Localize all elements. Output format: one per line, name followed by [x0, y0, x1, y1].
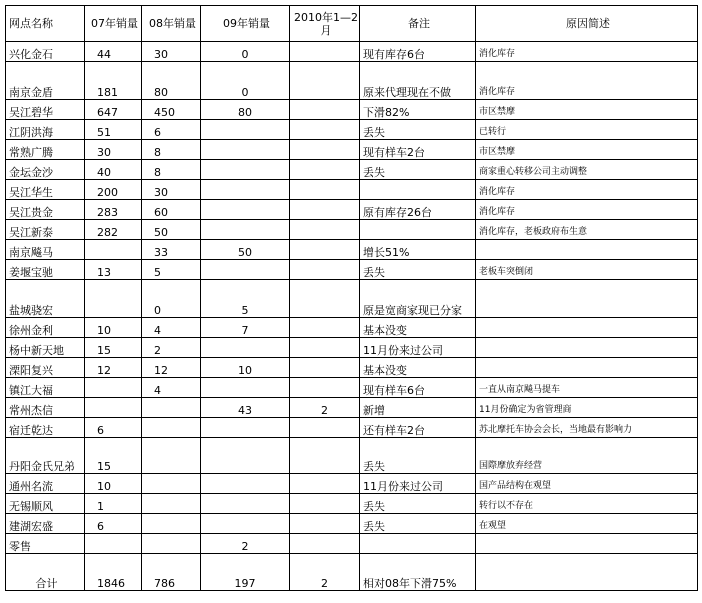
sales-2010 — [290, 514, 360, 534]
sales-2007 — [85, 240, 142, 260]
sales-2007 — [85, 378, 142, 398]
total-2010: 2 — [290, 554, 360, 591]
sales-2009 — [201, 494, 290, 514]
note: 增长51% — [360, 240, 476, 260]
row-name: 吴江华生 — [6, 180, 85, 200]
row-name: 兴化金石 — [6, 42, 85, 62]
sales-2010: 2 — [290, 398, 360, 418]
reason: 转行以不存在 — [476, 494, 698, 514]
table-row — [6, 180, 698, 200]
sales-2008: 450 — [142, 100, 201, 120]
sales-2008: 4 — [142, 378, 201, 398]
sales-2010 — [290, 494, 360, 514]
sales-2010 — [290, 280, 360, 318]
header-reason: 原因简述 — [476, 6, 698, 42]
sales-2009: 5 — [201, 280, 290, 318]
sales-2010 — [290, 438, 360, 474]
sales-2010 — [290, 474, 360, 494]
reason: 在观望 — [476, 514, 698, 534]
note: 11月份来过公司 — [360, 474, 476, 494]
sales-2009: 7 — [201, 318, 290, 338]
note: 原是宽商家现已分家 — [360, 280, 476, 318]
table-row — [6, 140, 698, 160]
sales-2008 — [142, 534, 201, 554]
reason: 苏北摩托车协会会长，当地最有影响力 — [476, 418, 698, 438]
table-row — [6, 338, 698, 358]
sales-2009: 2 — [201, 534, 290, 554]
table-row — [6, 534, 698, 554]
row-name: 杨中新天地 — [6, 338, 85, 358]
row-name: 吴江碧华 — [6, 100, 85, 120]
reason: 老板车突倒闭 — [476, 260, 698, 280]
sales-2008 — [142, 398, 201, 418]
sales-2010 — [290, 100, 360, 120]
note: 现有库存6台 — [360, 42, 476, 62]
sales-2007: 12 — [85, 358, 142, 378]
note: 丢失 — [360, 494, 476, 514]
header-2007: 07年销量 — [85, 6, 142, 42]
sales-2009 — [201, 514, 290, 534]
total-note: 相对08年下滑75% — [360, 554, 476, 591]
sales-2007: 44 — [85, 42, 142, 62]
note: 丢失 — [360, 120, 476, 140]
note: 丢失 — [360, 160, 476, 180]
note: 原来代理现在不做 — [360, 62, 476, 100]
sales-2009 — [201, 418, 290, 438]
table-row — [6, 240, 698, 260]
sales-2007: 6 — [85, 514, 142, 534]
table-row — [6, 100, 698, 120]
row-name: 吴江贵金 — [6, 200, 85, 220]
sales-2008: 30 — [142, 42, 201, 62]
reason — [476, 338, 698, 358]
sales-2007: 282 — [85, 220, 142, 240]
row-name: 吴江新泰 — [6, 220, 85, 240]
sales-2009 — [201, 474, 290, 494]
reason: 消化库存 — [476, 180, 698, 200]
sales-2007: 15 — [85, 438, 142, 474]
row-name: 丹阳金氏兄弟 — [6, 438, 85, 474]
header-note: 备注 — [360, 6, 476, 42]
sales-2009 — [201, 220, 290, 240]
note: 丢失 — [360, 438, 476, 474]
sales-2010 — [290, 240, 360, 260]
note: 基本没变 — [360, 358, 476, 378]
sales-2007: 1 — [85, 494, 142, 514]
table-row — [6, 120, 698, 140]
sales-2009: 0 — [201, 42, 290, 62]
sales-2009 — [201, 140, 290, 160]
table-row — [6, 514, 698, 534]
table-row — [6, 378, 698, 398]
sales-2008: 60 — [142, 200, 201, 220]
row-name: 姜堰宝驰 — [6, 260, 85, 280]
note: 丢失 — [360, 514, 476, 534]
sales-table — [5, 5, 698, 591]
sales-2009: 80 — [201, 100, 290, 120]
total-row — [6, 554, 698, 591]
reason: 商家重心转移公司主动调整 — [476, 160, 698, 180]
sales-2009 — [201, 120, 290, 140]
reason: 国際摩放弃经营 — [476, 438, 698, 474]
reason — [476, 240, 698, 260]
note: 现有样车6台 — [360, 378, 476, 398]
sales-2008: 80 — [142, 62, 201, 100]
sales-2010 — [290, 358, 360, 378]
total-reason — [476, 554, 698, 591]
sales-2009 — [201, 338, 290, 358]
row-name: 零售 — [6, 534, 85, 554]
sales-2010 — [290, 220, 360, 240]
sales-2007: 13 — [85, 260, 142, 280]
note: 下滑82% — [360, 100, 476, 120]
reason: 消化库存 — [476, 200, 698, 220]
note: 11月份来过公司 — [360, 338, 476, 358]
row-name: 常州杰信 — [6, 398, 85, 418]
sales-2010 — [290, 62, 360, 100]
sales-2008: 4 — [142, 318, 201, 338]
total-2007: 1846 — [85, 554, 142, 591]
table-row — [6, 358, 698, 378]
sales-2008: 30 — [142, 180, 201, 200]
sales-2008 — [142, 418, 201, 438]
reason: 消化库存 — [476, 62, 698, 100]
sales-2009: 10 — [201, 358, 290, 378]
total-2009: 197 — [201, 554, 290, 591]
table-row — [6, 62, 698, 100]
header-2010: 2010年1—2月 — [290, 6, 360, 42]
row-name: 建湖宏盛 — [6, 514, 85, 534]
sales-2010 — [290, 180, 360, 200]
note: 基本没变 — [360, 318, 476, 338]
sales-2008: 50 — [142, 220, 201, 240]
sales-2007: 283 — [85, 200, 142, 220]
note: 丢失 — [360, 260, 476, 280]
sales-2008: 8 — [142, 160, 201, 180]
reason: 已转行 — [476, 120, 698, 140]
reason: 市区禁摩 — [476, 140, 698, 160]
sales-2007: 200 — [85, 180, 142, 200]
sales-2009 — [201, 160, 290, 180]
sales-2007: 10 — [85, 474, 142, 494]
note: 还有样车2台 — [360, 418, 476, 438]
header-name: 网点名称 — [6, 6, 85, 42]
row-name: 通州名流 — [6, 474, 85, 494]
reason: 市区禁摩 — [476, 100, 698, 120]
sales-2008 — [142, 494, 201, 514]
table-row — [6, 398, 698, 418]
sales-2010 — [290, 338, 360, 358]
note — [360, 220, 476, 240]
sales-2010 — [290, 42, 360, 62]
reason: 11月份确定为省管理商 — [476, 398, 698, 418]
row-name: 江阴洪海 — [6, 120, 85, 140]
row-name: 宿迁乾达 — [6, 418, 85, 438]
sales-2008: 5 — [142, 260, 201, 280]
row-name: 南京金盾 — [6, 62, 85, 100]
sales-2008 — [142, 514, 201, 534]
sales-2007: 30 — [85, 140, 142, 160]
row-name: 南京飚马 — [6, 240, 85, 260]
sales-2009 — [201, 260, 290, 280]
row-name: 溧阳复兴 — [6, 358, 85, 378]
sales-2009 — [201, 438, 290, 474]
table-row — [6, 200, 698, 220]
reason: 国产品结构在观望 — [476, 474, 698, 494]
header-2009: 09年销量 — [201, 6, 290, 42]
table-row — [6, 318, 698, 338]
row-name: 金坛金沙 — [6, 160, 85, 180]
sales-2007: 15 — [85, 338, 142, 358]
sales-2007 — [85, 280, 142, 318]
sales-2007: 181 — [85, 62, 142, 100]
sales-2008: 6 — [142, 120, 201, 140]
note: 原有库存26台 — [360, 200, 476, 220]
reason: 一直从南京飚马提车 — [476, 378, 698, 398]
header-row — [6, 6, 698, 42]
row-name: 徐州金利 — [6, 318, 85, 338]
sales-2009: 43 — [201, 398, 290, 418]
note — [360, 180, 476, 200]
reason — [476, 358, 698, 378]
total-label: 合计 — [6, 554, 85, 591]
sales-2010 — [290, 318, 360, 338]
sales-2009 — [201, 200, 290, 220]
table-row — [6, 494, 698, 514]
sales-2009 — [201, 180, 290, 200]
table-row — [6, 260, 698, 280]
header-2008: 08年销量 — [142, 6, 201, 42]
row-name: 盐城骁宏 — [6, 280, 85, 318]
reason — [476, 534, 698, 554]
sales-2007: 51 — [85, 120, 142, 140]
sales-2008: 12 — [142, 358, 201, 378]
sales-2010 — [290, 140, 360, 160]
reason — [476, 280, 698, 318]
sales-2008 — [142, 474, 201, 494]
sales-2010 — [290, 260, 360, 280]
reason — [476, 318, 698, 338]
row-name: 常熟广腾 — [6, 140, 85, 160]
table-row — [6, 220, 698, 240]
sales-2008: 2 — [142, 338, 201, 358]
sales-2007: 647 — [85, 100, 142, 120]
sales-2010 — [290, 378, 360, 398]
table-row — [6, 160, 698, 180]
reason: 消化库存，老板政府布生意 — [476, 220, 698, 240]
row-name: 镇江大福 — [6, 378, 85, 398]
sales-2007 — [85, 534, 142, 554]
sales-2010 — [290, 200, 360, 220]
sales-2010 — [290, 534, 360, 554]
sales-2010 — [290, 120, 360, 140]
sales-2008: 0 — [142, 280, 201, 318]
reason: 消化库存 — [476, 42, 698, 62]
sales-2008: 33 — [142, 240, 201, 260]
sales-2007: 10 — [85, 318, 142, 338]
table-row — [6, 418, 698, 438]
sales-2007: 6 — [85, 418, 142, 438]
row-name: 无锡顺风 — [6, 494, 85, 514]
sales-2009: 0 — [201, 62, 290, 100]
sales-2009 — [201, 378, 290, 398]
sales-2007 — [85, 398, 142, 418]
table-row — [6, 438, 698, 474]
note: 现有样车2台 — [360, 140, 476, 160]
table-row — [6, 474, 698, 494]
total-2008: 786 — [142, 554, 201, 591]
sales-2010 — [290, 160, 360, 180]
note: 新增 — [360, 398, 476, 418]
table-row — [6, 42, 698, 62]
sales-2009: 50 — [201, 240, 290, 260]
sales-2008 — [142, 438, 201, 474]
table-row — [6, 280, 698, 318]
note — [360, 534, 476, 554]
sales-2010 — [290, 418, 360, 438]
sales-2008: 8 — [142, 140, 201, 160]
sales-2007: 40 — [85, 160, 142, 180]
